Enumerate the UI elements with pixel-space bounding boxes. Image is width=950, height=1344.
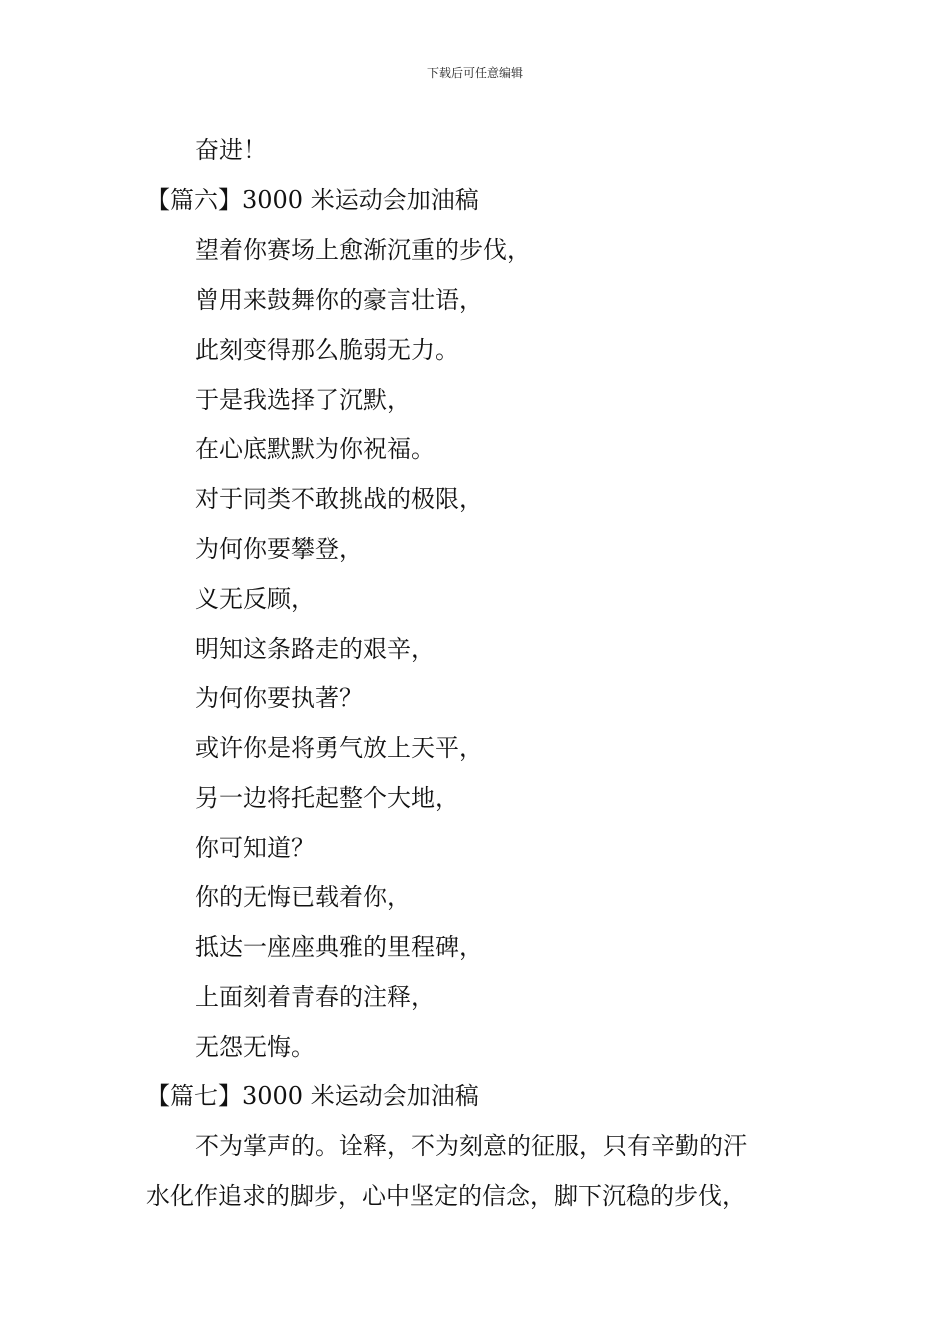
page-header: 下载后可任意编辑 bbox=[426, 66, 523, 80]
poem-line: 望着你赛场上愈渐沉重的步伐， bbox=[195, 236, 531, 264]
paragraph-line: 水化作追求的脚步，心中坚定的信念，脚下沉稳的步伐， bbox=[146, 1182, 746, 1210]
poem-line: 对于同类不敢挑战的极限， bbox=[195, 485, 483, 513]
poem-line: 明知这条路走的艰辛， bbox=[195, 635, 435, 663]
poem-line: 于是我选择了沉默， bbox=[195, 386, 411, 414]
section-heading: 【篇六】3000 米运动会加油稿 bbox=[146, 186, 479, 214]
poem-line: 你的无悔已载着你， bbox=[195, 883, 411, 911]
paragraph-line: 不为掌声的。诠释，不为刻意的征服，只有辛勤的汗 bbox=[195, 1132, 747, 1160]
poem-line: 在心底默默为你祝福。 bbox=[195, 435, 435, 463]
poem-line: 你可知道？ bbox=[195, 834, 315, 862]
poem-line: 为何你要执著？ bbox=[195, 684, 363, 712]
poem-line: 或许你是将勇气放上天平， bbox=[195, 734, 483, 762]
poem-line: 上面刻着青春的注释， bbox=[195, 983, 435, 1011]
poem-line: 抵达一座座典雅的里程碑， bbox=[195, 933, 483, 961]
poem-line: 无怨无悔。 bbox=[195, 1033, 315, 1061]
text-line: 奋进！ bbox=[195, 136, 267, 164]
poem-line: 曾用来鼓舞你的豪言壮语， bbox=[195, 286, 483, 314]
poem-line: 另一边将托起整个大地， bbox=[195, 784, 459, 812]
section-heading: 【篇七】3000 米运动会加油稿 bbox=[146, 1082, 479, 1110]
poem-line: 义无反顾， bbox=[195, 585, 315, 613]
poem-line: 为何你要攀登， bbox=[195, 535, 363, 563]
poem-line: 此刻变得那么脆弱无力。 bbox=[195, 336, 459, 364]
